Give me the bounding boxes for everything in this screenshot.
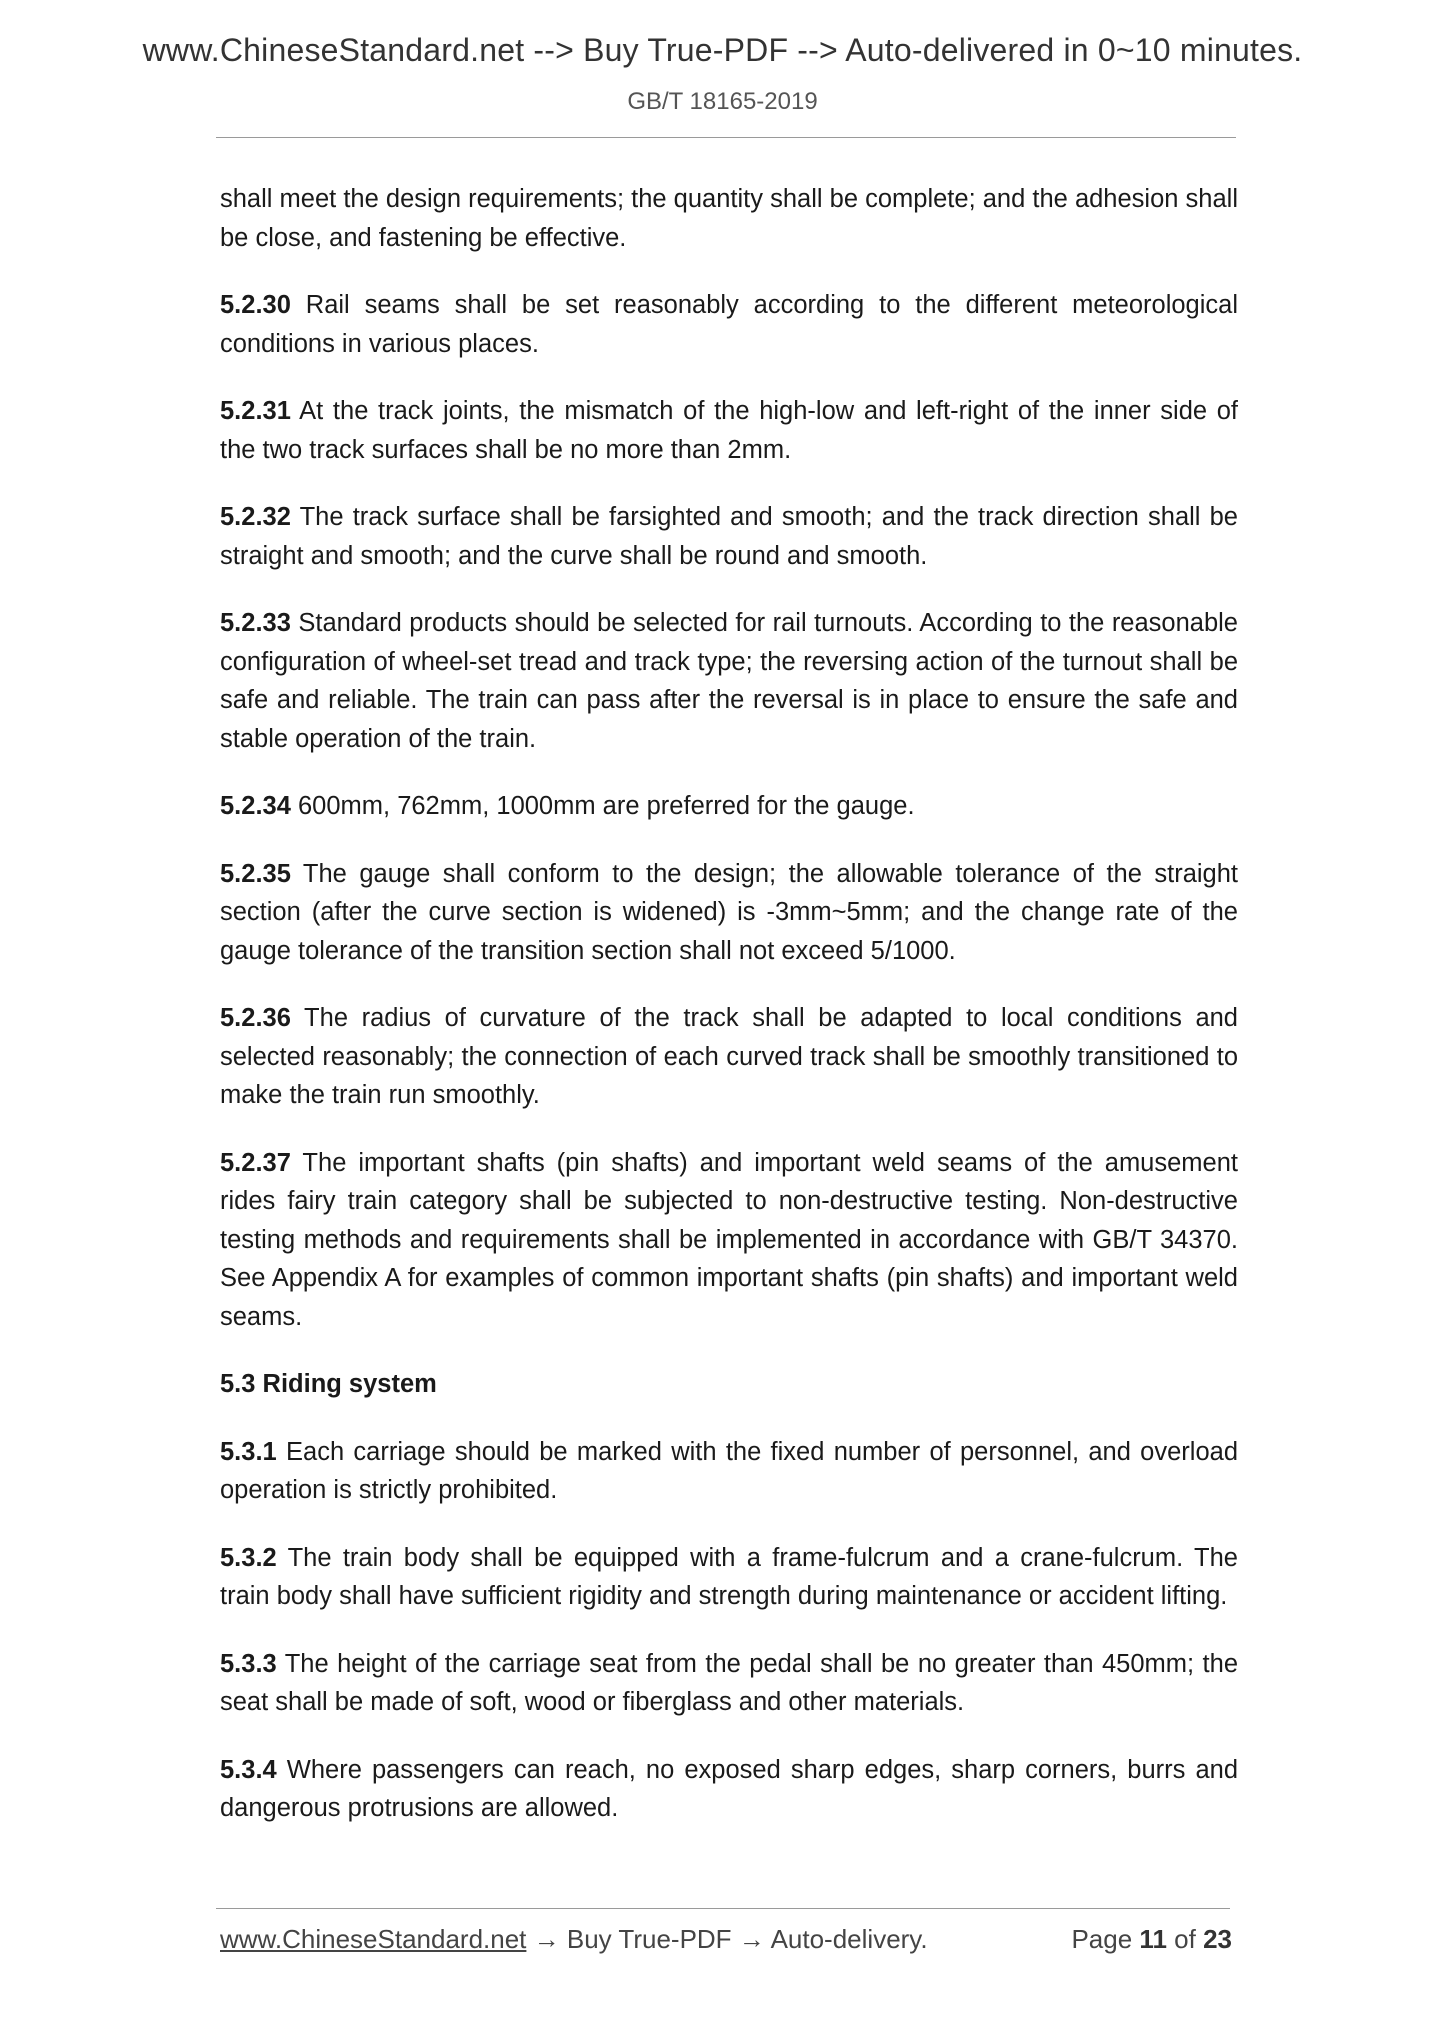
clause-5-3-4 <box>220 1751 1238 1828</box>
total-pages: 23 <box>1203 1924 1232 1954</box>
clause-number: 5.3.4 <box>220 1755 277 1784</box>
header-divider <box>216 137 1236 138</box>
footer-link[interactable]: www.ChineseStandard.net <box>220 1924 527 1954</box>
clause-text: The height of the carriage seat from the pedal shall be no greater than 450mm; the seat shall be made of soft, wood or fiberglass and other materials. <box>220 1649 1238 1716</box>
clause-number: 5.2.35 <box>220 859 291 888</box>
clause-number: 5.2.34 <box>220 792 291 820</box>
standard-number: GB/T 18165-2019 <box>627 88 818 115</box>
clause-5-2-34 <box>220 787 1238 826</box>
clause-text: The train body shall be equipped with a frame-fulcrum and a crane-fulcrum. The train body shall have sufficient rigidity and strength during maintenance or accident lifting. <box>220 1543 1238 1610</box>
section-heading: 5.3 Riding system <box>220 1370 437 1398</box>
clause-5-2-31 <box>220 392 1238 469</box>
footer-promo <box>220 1924 928 1955</box>
clause-number: 5.2.37 <box>220 1148 291 1177</box>
clause-5-3-1 <box>220 1433 1238 1510</box>
clause-5-2-37 <box>220 1144 1238 1337</box>
clause-text: Where passengers can reach, no exposed sharp edges, sharp corners, burrs and dangerous protrusions are allowed. <box>220 1755 1238 1822</box>
clause-text: Each carriage should be marked with the fixed number of personnel, and overload operation is strictly prohibited. <box>220 1437 1238 1504</box>
clause-text: Standard products should be selected for rail turnouts. According to the reasonable configuration of wheel-set tread and track type; the reversing action of the turnout shall be safe and reliable. The train can pass after the reversal is in place to ensure the safe and stable operation of the train. <box>220 609 1238 753</box>
page-number: 11 <box>1139 1924 1167 1954</box>
clause-5-2-32 <box>220 498 1238 575</box>
header-banner: www.ChineseStandard.net --> Buy True-PDF --> Auto-delivered in 0~10 minutes. <box>142 32 1303 68</box>
clause-5-3-2 <box>220 1539 1238 1616</box>
clause-text: The track surface shall be farsighted and smooth; and the track direction shall be straight and smooth; and the curve shall be round and smooth. <box>220 503 1238 570</box>
clause-number: 5.2.36 <box>220 1004 291 1032</box>
page-footer <box>220 1924 1232 1964</box>
clause-number: 5.3.2 <box>220 1543 277 1572</box>
clause-5-3-3 <box>220 1645 1238 1722</box>
clause-text: At the track joints, the mismatch of the high-low and left-right of the inner side of the two track surfaces shall be no more than 2mm. <box>220 397 1238 464</box>
clause-text: Rail seams shall be set reasonably according to the different meteorological conditions in various places. <box>220 291 1238 358</box>
clause-5-2-36 <box>220 999 1238 1115</box>
clause-text: 600mm, 762mm, 1000mm are preferred for the gauge. <box>290 792 915 820</box>
clause-5-2-33 <box>220 604 1238 758</box>
clause-number: 5.3.1 <box>220 1437 277 1466</box>
clause-number: 5.3.3 <box>220 1649 277 1678</box>
footer-tail-text: → Buy True-PDF → Auto-delivery. <box>526 1924 928 1954</box>
of-label: of <box>1174 1924 1196 1954</box>
clause-number: 5.2.30 <box>220 291 291 319</box>
clause-5-2-35 <box>220 855 1238 971</box>
clause-text: The important shafts (pin shafts) and important weld seams of the amusement rides fairy train category shall be subjected to non-destructive testing. Non-destructive testing methods and requirements shall be implemented in accordance with GB/T 34370. See Appendix A for examples of common important shafts (pin shafts) and important weld seams. <box>220 1148 1238 1331</box>
document-body <box>220 180 1238 1857</box>
clause-text: The radius of curvature of the track shall be adapted to local conditions and selected reasonably; the connection of each curved track shall be smoothly transitioned to make the train run smoothly. <box>220 1004 1238 1109</box>
paragraph-continuation <box>220 180 1238 257</box>
paragraph-text: shall meet the design requirements; the quantity shall be complete; and the adhesion shall be close, and fastening be effective. <box>220 185 1238 252</box>
clause-number: 5.2.33 <box>220 609 291 637</box>
clause-number: 5.2.31 <box>220 397 291 425</box>
page-label: Page <box>1071 1924 1133 1954</box>
clause-5-2-30 <box>220 286 1238 363</box>
page-indicator <box>1071 1924 1232 1955</box>
footer-divider <box>216 1908 1230 1909</box>
clause-text: The gauge shall conform to the design; the allowable tolerance of the straight section (after the curve section is widened) is -3mm~5mm; and the change rate of the gauge tolerance of the transition section shall not exceed 5/1000. <box>220 859 1238 965</box>
clause-number: 5.2.32 <box>220 503 291 531</box>
